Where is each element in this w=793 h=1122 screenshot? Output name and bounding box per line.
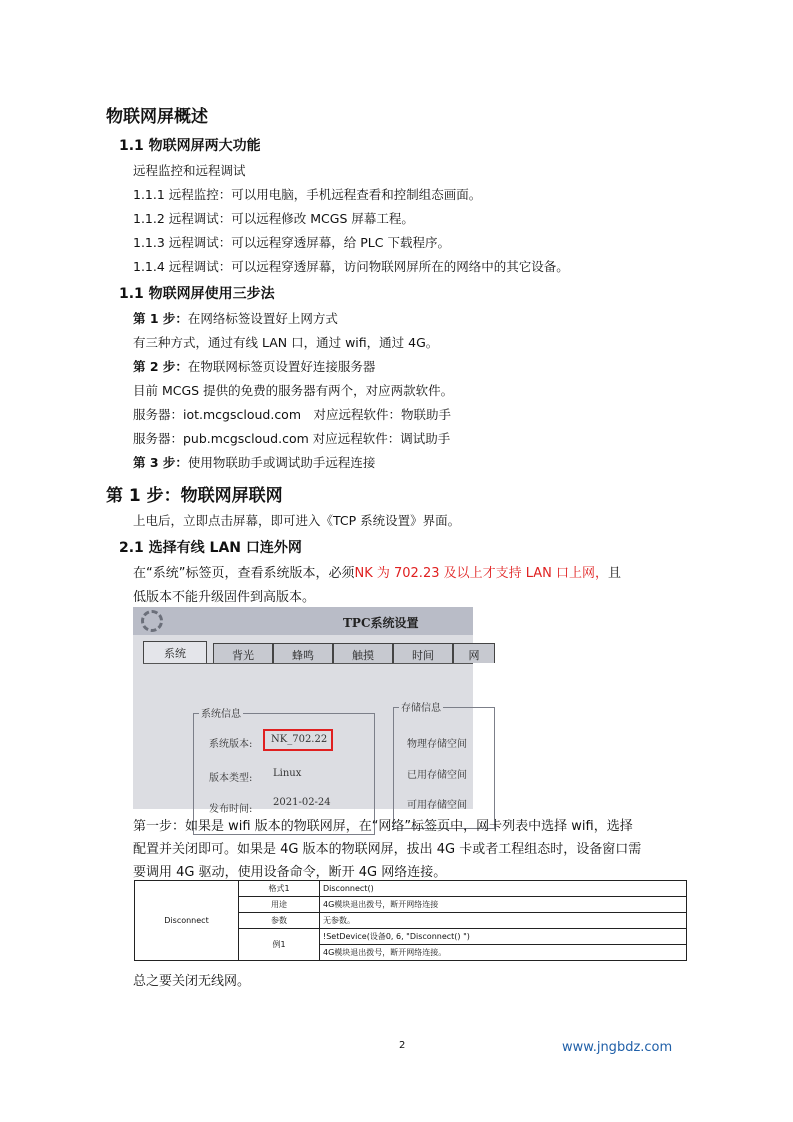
section-title-lan: 2.1 选择有线 LAN 口连外网 xyxy=(119,540,302,556)
server-line-pub: 服务器：pub.mcgscloud.com 对应远程软件：调试助手 xyxy=(133,431,451,446)
page-title: 物联网屏概述 xyxy=(106,107,208,127)
screenshot-tab-bar xyxy=(143,643,480,664)
lan-text-a: 在“系统”标签页，查看系统版本，必须 xyxy=(133,566,355,581)
version-value: NK_702.22 xyxy=(271,734,328,745)
page-number: 2 xyxy=(399,1040,406,1051)
step3-line xyxy=(133,453,375,471)
system-info-legend: 系统信息 xyxy=(199,705,243,720)
date-label: 发布时间: xyxy=(209,804,253,815)
tab-touch[interactable]: 触摸 xyxy=(333,643,393,663)
lan-text-highlight: NK 为 702.23 及以上才支持 LAN 口上网， xyxy=(354,566,609,581)
screenshot-title-bar xyxy=(133,607,473,635)
function-item: 1.1.3 远程调试：可以远程穿透屏幕，给 PLC 下载程序。 xyxy=(133,235,450,250)
version-label: 系统版本: xyxy=(209,739,253,750)
footer-url[interactable]: www.jngbdz.com xyxy=(562,1040,673,1055)
section-title-functions: 1.1 物联网屏两大功能 xyxy=(119,138,261,154)
screenshot-title: TPC系统设置 xyxy=(343,616,419,630)
table-value-cell: !SetDevice(设备0, 6, "Disconnect() ") xyxy=(320,929,687,945)
storage-physical: 物理存储空间 xyxy=(407,739,467,750)
step3-label: 第 3 步： xyxy=(133,455,188,470)
step1-heading: 第 1 步：物联网屏联网 xyxy=(106,486,283,506)
step1-paragraph: 上电后，立即点击屏幕，即可进入《TCP 系统设置》界面。 xyxy=(133,513,461,528)
wifi-paragraph-line2: 配置并关闭即可。如果是 4G 版本的物联网屏，拔出 4G 卡或者工程组态时，设备窗口需 xyxy=(133,842,642,857)
step1-text: 在网络标签设置好上网方式 xyxy=(187,311,338,326)
command-name-cell: Disconnect xyxy=(135,881,239,961)
lan-paragraph xyxy=(133,562,621,581)
methods-line: 有三种方式，通过有线 LAN 口，通过 wifi，通过 4G。 xyxy=(133,335,439,350)
tab-network[interactable]: 网 xyxy=(453,643,495,663)
lan-text-b: 且 xyxy=(608,566,622,581)
function-item: 1.1.4 远程调试：可以远程穿透屏幕，访问物联网屏所在的网络中的其它设备。 xyxy=(133,259,569,274)
function-item: 1.1.1 远程监控：可以用电脑，手机远程查看和控制组态画面。 xyxy=(133,187,482,202)
gear-icon xyxy=(141,610,163,632)
summary-line: 总之要关闭无线网。 xyxy=(133,974,251,989)
wifi-paragraph-line1: 第一步：如果是 wifi 版本的物联网屏，在“网络”标签页中，网卡列表中选择 wifi，选择 xyxy=(133,819,633,834)
table-key-cell: 用途 xyxy=(239,897,320,913)
step2-line xyxy=(133,357,375,375)
type-value: Linux xyxy=(273,768,302,779)
server-line-iot: 服务器：iot.mcgscloud.com 对应远程软件：物联助手 xyxy=(133,407,452,422)
functions-intro: 远程监控和远程调试 xyxy=(133,163,246,178)
table-row xyxy=(135,881,687,897)
tab-buzzer[interactable]: 蜂鸣 xyxy=(273,643,333,663)
date-value: 2021-02-24 xyxy=(273,797,331,808)
tab-system[interactable]: 系统 xyxy=(143,641,207,663)
table-key-cell: 例1 xyxy=(239,929,320,961)
tab-backlight[interactable]: 背光 xyxy=(213,643,273,663)
servers-intro: 目前 MCGS 提供的免费的服务器有两个，对应两款软件。 xyxy=(133,383,454,398)
storage-used: 已用存储空间 xyxy=(407,770,467,781)
table-value-cell: 4G模块退出拨号，断开网络连接 xyxy=(320,897,687,913)
tab-time[interactable]: 时间 xyxy=(393,643,453,663)
step3-text: 使用物联助手或调试助手远程连接 xyxy=(187,455,376,470)
wifi-paragraph-line3: 要调用 4G 驱动，使用设备命令，断开 4G 网络连接。 xyxy=(133,865,447,880)
lan-paragraph-line2: 低版本不能升级固件到高版本。 xyxy=(133,590,316,605)
table-key-cell: 参数 xyxy=(239,913,320,929)
type-label: 版本类型: xyxy=(209,773,253,784)
section-title-three-steps: 1.1 物联网屏使用三步法 xyxy=(119,286,275,302)
device-screenshot xyxy=(133,607,480,815)
step2-text: 在物联网标签页设置好连接服务器 xyxy=(187,359,376,374)
step1-label: 第 1 步： xyxy=(133,311,188,326)
storage-free: 可用存储空间 xyxy=(407,800,467,811)
table-value-cell: 4G模块退出拨号，断开网络连接。 xyxy=(320,945,687,961)
table-key-cell: 格式1 xyxy=(239,881,320,897)
table-value-cell: Disconnect() xyxy=(320,881,687,897)
step2-label: 第 2 步： xyxy=(133,359,188,374)
disconnect-command-table xyxy=(134,880,687,961)
step1-line xyxy=(133,309,338,327)
function-item: 1.1.2 远程调试：可以远程修改 MCGS 屏幕工程。 xyxy=(133,211,414,226)
table-value-cell: 无参数。 xyxy=(320,913,687,929)
storage-info-legend: 存储信息 xyxy=(399,699,443,714)
